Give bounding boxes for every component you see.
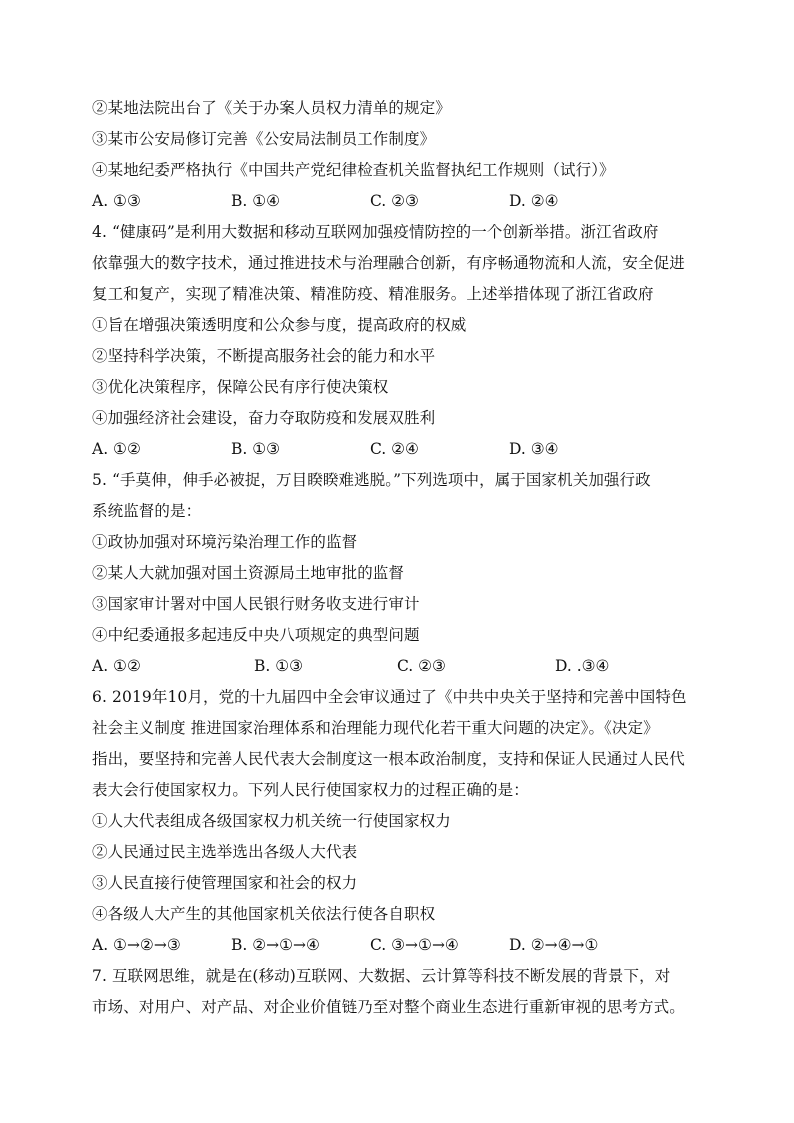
q3-item-2: ②某地法院出台了《关于办案人员权力清单的规定》 bbox=[92, 99, 451, 117]
q4-item-3: ③优化决策程序，保障公民有序行使决策权 bbox=[92, 378, 389, 396]
q4-stem-line-3: 复工和复产，实现了精准决策、精准防疫、精准服务。上述举措体现了浙江省政府 bbox=[92, 285, 654, 303]
q6-stem-line-3: 指出，要坚持和完善人民代表大会制度这一根本政治制度，支持和保证人民通过人民代 bbox=[92, 750, 685, 768]
question-6-items bbox=[92, 806, 712, 930]
q4-item-2: ②坚持科学决策，不断提高服务社会的能力和水平 bbox=[92, 347, 436, 365]
q3-options bbox=[92, 186, 712, 217]
q6-option-d[interactable]: D. ②→④→① bbox=[509, 936, 599, 954]
q6-option-b[interactable]: B. ②→①→④ bbox=[231, 936, 320, 954]
question-4-stem bbox=[92, 217, 712, 310]
q6-item-2: ②人民通过民主选举选出各级人大代表 bbox=[92, 843, 358, 861]
q4-option-b[interactable]: B. ①③ bbox=[231, 440, 281, 458]
q5-item-2: ②某人大就加强对国土资源局土地审批的监督 bbox=[92, 564, 405, 582]
q5-item-1: ①政协加强对环境污染治理工作的监督 bbox=[92, 533, 358, 551]
q5-stem-line-1: 5. “手莫伸，伸手必被捉，万目睽睽难逃脱。”下列选项中，属于国家机关加强行政 bbox=[92, 471, 651, 489]
question-6-stem bbox=[92, 682, 712, 806]
q6-item-4: ④各级人大产生的其他国家机关依法行使各自职权 bbox=[92, 905, 436, 923]
q5-option-b[interactable]: B. ①③ bbox=[254, 657, 304, 675]
q4-item-1: ①旨在增强决策透明度和公众参与度，提高政府的权威 bbox=[92, 316, 467, 334]
q5-option-a[interactable]: A. ①② bbox=[92, 657, 141, 675]
q3-item-3: ③某市公安局修订完善《公安局法制员工作制度》 bbox=[92, 130, 436, 148]
question-3-items bbox=[92, 93, 712, 186]
q7-stem-line-2: 市场、对用户、对产品、对企业价值链乃至对整个商业生态进行重新审视的思考方式。 bbox=[92, 998, 685, 1016]
q6-option-c[interactable]: C. ③→①→④ bbox=[370, 936, 459, 954]
q3-option-a[interactable]: A. ①③ bbox=[92, 192, 141, 210]
q4-item-4: ④加强经济社会建设，奋力夺取防疫和发展双胜利 bbox=[92, 409, 436, 427]
q6-stem-line-1: 6. 2019年10月，党的十九届四中全会审议通过了《中共中央关于坚持和完善中国特色 bbox=[92, 688, 687, 706]
q5-option-c[interactable]: C. ②③ bbox=[397, 657, 446, 675]
q6-options bbox=[92, 930, 712, 961]
q6-stem-line-2: 社会主义制度 推进国家治理体系和治理能力现代化若干重大问题的决定》。《决定》 bbox=[92, 719, 659, 737]
q6-option-a[interactable]: A. ①→②→③ bbox=[92, 936, 181, 954]
question-7-stem bbox=[92, 961, 712, 1023]
exam-page bbox=[92, 93, 712, 1023]
q3-option-d[interactable]: D. ②④ bbox=[509, 192, 559, 210]
question-5-stem bbox=[92, 465, 712, 527]
q3-option-b[interactable]: B. ①④ bbox=[231, 192, 281, 210]
q5-stem-line-2: 系统监督的是： bbox=[92, 502, 202, 520]
q5-item-4: ④中纪委通报多起违反中央八项规定的典型问题 bbox=[92, 626, 420, 644]
question-4-items bbox=[92, 310, 712, 434]
q6-item-3: ③人民直接行使管理国家和社会的权力 bbox=[92, 874, 358, 892]
q3-option-c[interactable]: C. ②③ bbox=[370, 192, 419, 210]
q4-stem-line-2: 依靠强大的数字技术，通过推进技术与治理融合创新，有序畅通物流和人流，安全促进 bbox=[92, 254, 685, 272]
q7-stem-line-1: 7. 互联网思维，就是在(移动)互联网、大数据、云计算等科技不断发展的背景下，对 bbox=[92, 967, 671, 985]
q5-item-3: ③国家审计署对中国人民银行财务收支进行审计 bbox=[92, 595, 420, 613]
q5-options bbox=[92, 651, 712, 682]
q4-option-d[interactable]: D. ③④ bbox=[509, 440, 559, 458]
q4-option-a[interactable]: A. ①② bbox=[92, 440, 141, 458]
q4-options bbox=[92, 434, 712, 465]
question-5-items bbox=[92, 527, 712, 651]
q6-stem-line-4: 表大会行使国家权力。下列人民行使国家权力的过程正确的是： bbox=[92, 781, 529, 799]
q5-option-d[interactable]: D. .③④ bbox=[555, 657, 610, 675]
q4-stem-line-1: 4. “健康码”是利用大数据和移动互联网加强疫情防控的一个创新举措。浙江省政府 bbox=[92, 223, 659, 241]
q3-item-4: ④某地纪委严格执行《中国共产党纪律检查机关监督执纪工作规则（试行）》 bbox=[92, 161, 615, 179]
q6-item-1: ①人大代表组成各级国家权力机关统一行使国家权力 bbox=[92, 812, 451, 830]
q4-option-c[interactable]: C. ②④ bbox=[370, 440, 419, 458]
